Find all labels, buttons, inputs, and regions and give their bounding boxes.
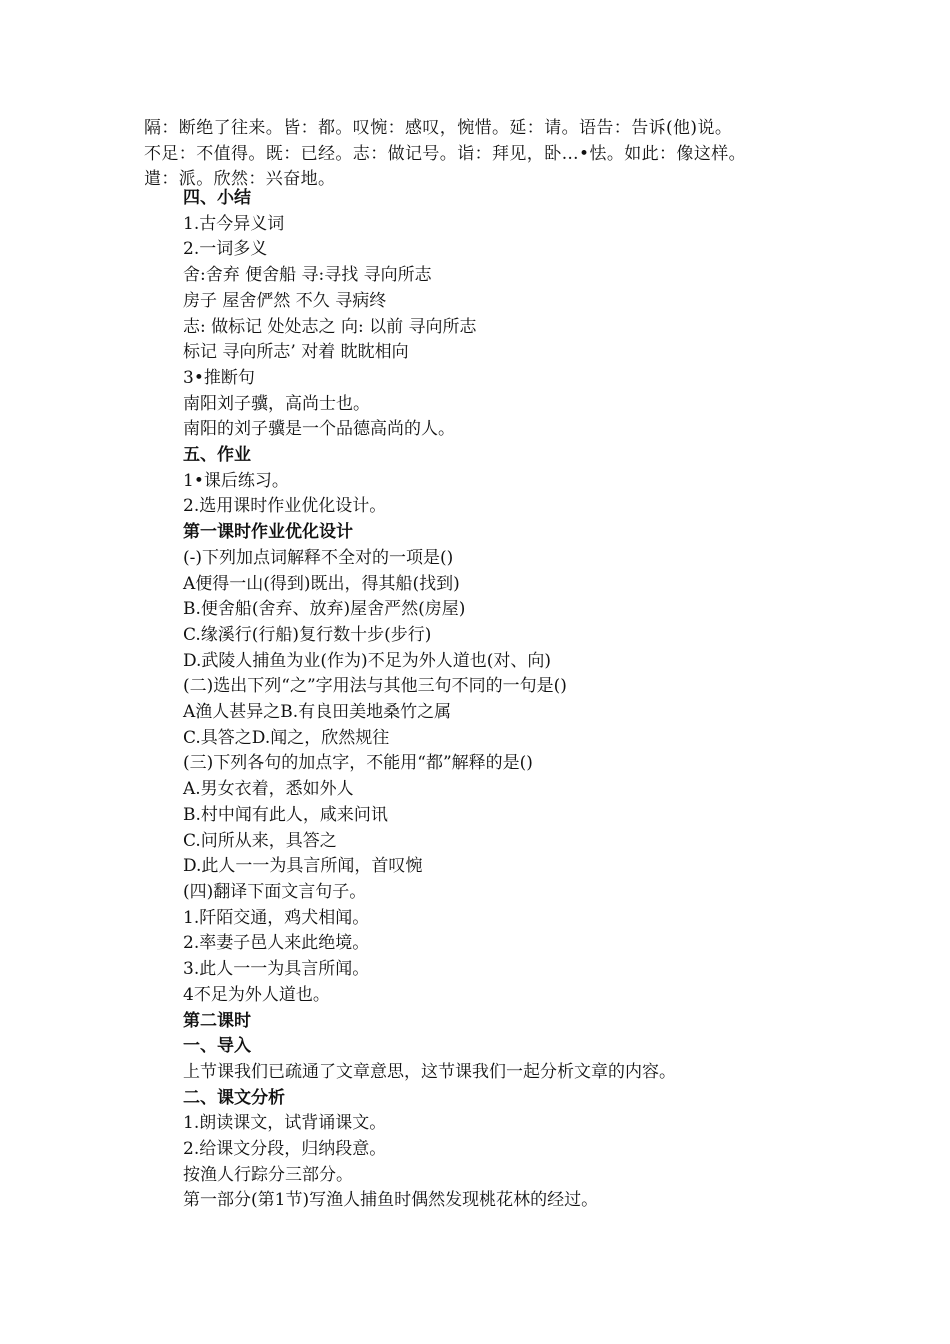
text-line: C.缘溪行(行船)复行数十步(步行) [183,624,432,645]
vocab-line: 不足：不值得。既：已经。志：做记号。诣：拜见，卧…•怯。如此：像这样。 [144,143,747,164]
text-line: 南阳刘子骥，高尚士也。 [183,393,370,414]
text-line: C.问所从来，具答之 [183,830,337,851]
text-line: 志: 做标记 处处志之 向: 以前 寻向所志 [183,316,477,337]
text-line: D.武陵人捕鱼为业(作为)不足为外人道也(对、向) [183,650,551,671]
section-heading: 五、作业 [183,445,251,466]
text-line: 2.选用课时作业优化设计。 [183,496,387,517]
text-line: 标记 寻向所志’ 对着 眈眈相向 [183,342,409,363]
text-line: (-)下列加点词解释不全对的一项是() [183,547,454,568]
text-line: 2.给课文分段，归纳段意。 [183,1139,387,1160]
text-line: 4不足为外人道也。 [183,984,330,1005]
section-heading: 二、课文分析 [183,1087,285,1108]
text-line: (三)下列各句的加点字，不能用“都”解释的是() [183,753,533,774]
text-line: D.此人一一为具言所闻，首叹惋 [183,856,423,877]
vocabulary-notes [144,116,844,193]
text-line: 1.古今异义词 [183,213,285,234]
text-line: A.男女衣着，悉如外人 [183,779,354,800]
document-body [183,186,863,1214]
text-line: C.具答之D.闻之，欣然规往 [183,727,390,748]
text-line: 第一部分(第1节)写渔人捕鱼时偶然发现桃花林的经过。 [183,1190,599,1211]
text-line: B.便舍船(舍弃、放弃)屋舍严然(房屋) [183,599,466,620]
section-heading: 第一课时作业优化设计 [183,522,353,543]
section-heading: 第二课时 [183,1010,251,1031]
text-line: 按渔人行踪分三部分。 [183,1164,353,1185]
vocab-line: 隔：断绝了往来。皆：都。叹惋：感叹，惋惜。延：请。语告：告诉(他)说。 [144,118,733,138]
text-line: 1.朗读课文，试背诵课文。 [183,1113,387,1134]
text-line: 1.阡陌交通，鸡犬相闻。 [183,907,370,928]
text-line: (二)选出下列“之”字用法与其他三句不同的一句是() [183,676,567,697]
text-line: 1•课后练习。 [183,470,289,491]
text-line: 上节课我们已疏通了文章意思，这节课我们一起分析文章的内容。 [183,1061,676,1082]
text-line: A渔人甚异之B.有良田美地桑竹之属 [183,702,452,723]
text-line: 2.率妻子邑人来此绝境。 [183,933,370,954]
text-line: 2.一词多义 [183,239,268,260]
vocab-line: 遣：派。欣然：兴奋地。 [144,169,336,189]
text-line: 房子 屋舍俨然 不久 寻病终 [183,290,387,311]
text-line: A便得一山(得到)既出，得其船(找到) [183,573,460,594]
section-heading: 一、导入 [183,1036,251,1057]
text-line: 3.此人一一为具言所闻。 [183,959,370,980]
text-line: 舍:舍弃 便舍船 寻:寻找 寻向所志 [183,265,432,286]
text-line: 南阳的刘子骥是一个品德高尚的人。 [183,419,455,440]
text-line: 3•推断句 [183,367,255,388]
text-line: (四)翻译下面文言句子。 [183,881,367,902]
section-heading: 四、小结 [183,188,251,208]
text-line: B.村中闻有此人，咸来问讯 [183,804,388,825]
